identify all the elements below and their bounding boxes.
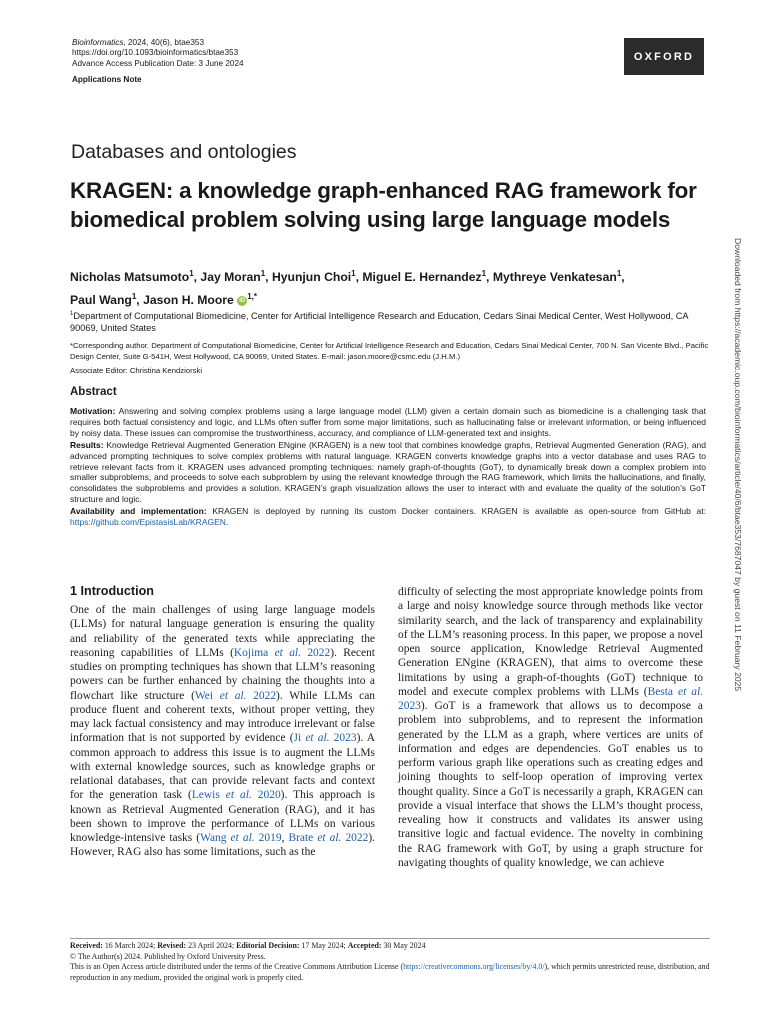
license-suffix: ), which permits unrestricted reuse, distribution, and reproduction in any medium, provided the original work is properly cited.	[70, 962, 710, 982]
doi-link[interactable]: https://doi.org/10.1093/bioinformatics/btae353	[72, 48, 239, 58]
author-affiliation-marker: 1	[351, 269, 356, 278]
author-affiliation-marker: 1	[131, 292, 137, 302]
citation-link[interactable]: et al.	[305, 732, 330, 745]
introduction-heading: 1 Introduction	[70, 584, 154, 598]
citation-link[interactable]: Wei	[194, 689, 220, 702]
decision-date: 17 May 2024;	[299, 941, 348, 950]
author-name[interactable]: Paul Wang	[70, 293, 132, 308]
citation-link[interactable]: Wang	[200, 832, 231, 844]
author-name[interactable]: Jason H. Moore	[143, 293, 234, 308]
citation-link[interactable]: et al.	[230, 832, 255, 844]
download-watermark	[733, 238, 755, 798]
article-header	[72, 38, 244, 85]
article-type: Applications Note	[72, 74, 142, 84]
motivation-label: Motivation:	[70, 406, 116, 416]
affiliation-text: Department of Computational Biomedicine, Center for Artificial Intelligence Research and Education, Cedars Sinai Medical Center, West Hollywood, CA 90069, United States	[70, 311, 689, 334]
body-text: ). While LLMs can produce fluent and coherent texts, without proper vetting, they may lack factual consistency and may introduce irrelevant or false information that is not supported by evidence (	[70, 689, 376, 745]
citation-link[interactable]: et al.	[225, 789, 252, 802]
availability-label: Availability and implementation:	[70, 506, 207, 517]
copyright-line: © The Author(s) 2024. Published by Oxford University Press.	[70, 951, 266, 961]
publication-date: Advance Access Publication Date: 3 June 2024	[72, 58, 244, 68]
abstract-motivation	[70, 406, 706, 439]
citation-link[interactable]: et al.	[219, 689, 247, 702]
body-text: ). A common approach to address this issue is to augment the LLMs with external knowledge sources, such as knowledge graphs or relational databases, that can provide relevant facts and context for the generation task (	[70, 732, 376, 802]
accepted-date: 30 May 2024	[381, 941, 426, 950]
body-text: ,	[281, 832, 289, 844]
github-link[interactable]: https://github.com/EpistasisLab/KRAGEN	[70, 517, 226, 528]
license-text	[70, 962, 710, 983]
citation-link[interactable]: Besta	[647, 685, 678, 698]
citation-link[interactable]: 2019	[254, 832, 282, 844]
availability-end: .	[225, 517, 229, 528]
revised-label: Revised:	[157, 941, 187, 950]
associate-editor: Associate Editor: Christina Kendziorski	[70, 366, 203, 375]
citation-link[interactable]: Brate	[288, 832, 318, 844]
revised-date: 23 April 2024;	[186, 941, 237, 950]
body-text: One of the main challenges of using large language models (LLMs) for natural language generation is ensuring the quality and reliability of the generated texts while appreciating the reasoning capabilities of LLMs (	[70, 604, 375, 659]
citation-link[interactable]: et al.	[274, 646, 301, 659]
journal-volume: , 2024, 40(6), btae353	[123, 38, 204, 47]
author-name[interactable]: Mythreye Venkatesan	[492, 270, 617, 285]
received-date: 16 March 2024;	[102, 941, 158, 950]
citation-link[interactable]: 2022	[246, 689, 277, 702]
author-affiliation-marker: 1	[260, 269, 266, 278]
body-text: ). Recent studies on prompting techniques has shown that LLM’s reasoning powers can be further enhanced by chaining the thoughts into a flowchart like structure (	[70, 646, 375, 702]
author-name[interactable]: Hyunjun Choi	[271, 270, 352, 285]
license-prefix: This is an Open Access article distributed under the terms of the Creative Commons Attribution License (	[70, 962, 404, 971]
author-list: Nicholas Matsumoto$^1$, Jay Moran$^1$, Hyunjun Choi$^1$, Miguel E. Hernandez$^1$, Mythreye Venkatesan$^1$, Paul Wang$^1$, Jason H. Moore iD $^{1,*}$	[70, 269, 625, 308]
body-column-right	[398, 585, 703, 870]
abstract-heading: Abstract	[70, 386, 117, 398]
journal-citation	[72, 38, 244, 48]
footer-rule	[70, 938, 710, 939]
citation-link[interactable]: 2022	[300, 646, 331, 659]
corresponding-author: *Corresponding author. Department of Computational Biomedicine, Center for Artificial Intelligence Research and Education, Cedars Sinai Medical Center, 700 N. San Vicente Blvd., Pacific Design Center, Suite G-541H, West Hollywood, CA 90069, United States. E-mail: jason.moore@csmc.edu (J.H.M.)	[70, 341, 709, 361]
author-name[interactable]: Jay Moran	[200, 270, 261, 285]
citation-link[interactable]: 2023	[329, 732, 357, 745]
citation-link[interactable]: Lewis	[191, 789, 226, 802]
citation-link[interactable]: 2023	[398, 700, 421, 712]
citation-link[interactable]: Ji	[293, 732, 306, 745]
motivation-text: Answering and solving complex problems using a large language model (LLM) given a certain domain such as biomedicine is a challenging task that requires both factual consistency and logic, and LLMs often suffer from some major limitations, such as hallucinating false or irrelevant information, or being influenced by noisy data. These issues can compromise the trustworthiness, accuracy, and compliance of LLM-generated text and insights.	[70, 406, 706, 438]
decision-label: Editorial Decision:	[236, 941, 300, 950]
affiliation-marker: 1	[70, 311, 74, 317]
article-dates	[70, 941, 710, 952]
author-affiliation-marker: 1,*	[247, 292, 258, 302]
body-text: ). This approach is known as Retrieval Augmented Generation (RAG), and it has been shown to improve the performance of LLMs on various knowledge-intensive tasks (	[70, 789, 375, 844]
results-text: Knowledge Retrieval Augmented Generation ENgine (KRAGEN) is a new tool that combines knowledge graphs, Retrieval Augmented Generation (RAG), and advanced prompting techniques to solve complex problems with natural language. KRAGEN converts knowledge graphs into a vector database and uses RAG to retrieve relevant facts from it. KRAGEN uses advanced prompting techniques: namely graph-of-thoughts (GoT), to dynamically break down a complex problem into smaller subproblems, and proceeds to solve each subproblem by using the relevant knowledge through the RAG framework, which limits the hallucinations, and finally, consolidates the subproblems and provides a solution. KRAGEN’s graph visualization allows the user to interact with and evaluate the quality of the solution’s GoT structure and logic.	[70, 439, 706, 505]
article-title: KRAGEN: a knowledge graph-enhanced RAG framework for biomedical problem solving using large language models	[70, 178, 697, 232]
body-text: ). GoT is a framework that allows us to decompose a problem into subproblems, and to represent the information generated by the LLM as a graph, where vertices are units of information and edges are dependencies. GoT enables us to perform various graph like operations such as creating edges and joining thoughts to self-loop operation of improving vertex thought quality. Since a GoT is necessarily a graph, KRAGEN can provide a visual interface that shows the LLM’s thought process, revealing how it constructs and validates its answer using transitive logic and factual evidence. The novelty in combining the RAG framework with GoT, by using a graph structure for navigating thoughts of quality knowledge, we can achieve	[398, 700, 703, 869]
citation-link[interactable]: Kojima	[233, 646, 275, 659]
citation-link[interactable]: et al.	[678, 685, 703, 698]
author-affiliation-marker: 1	[481, 269, 487, 278]
abstract-body	[70, 406, 706, 529]
accepted-label: Accepted:	[347, 941, 382, 950]
body-column-left	[70, 603, 375, 860]
citation-link[interactable]: 2022	[341, 832, 369, 844]
journal-name: Bioinformatics	[72, 38, 124, 47]
license-link[interactable]: https://creativecommons.org/licenses/by/4.0/	[403, 962, 545, 971]
author-affiliation-marker: 1	[616, 269, 622, 278]
abstract-availability	[70, 506, 706, 528]
author-name[interactable]: Miguel E. Hernandez	[362, 270, 482, 285]
download-watermark-text: Downloaded from https://academic.oup.com/bioinformatics/article/40/6/btae353/7687047 by guest on 11 February 2025	[733, 238, 743, 692]
author-affiliation-marker: 1	[189, 269, 194, 278]
citation-link[interactable]: 2020	[251, 789, 281, 802]
author-name[interactable]: Nicholas Matsumoto	[70, 270, 190, 285]
section-heading: Databases and ontologies	[71, 141, 297, 163]
affiliation	[70, 308, 710, 335]
results-label: Results:	[70, 439, 104, 450]
body-text: difficulty of selecting the most appropriate knowledge points from a large and noisy knowledge source through methods like vector similarity search, and the lack of transparency and explainability of the LLM’s reasoning process. In this paper, we propose a novel open source application, Knowledge Retrieval Augmented Generation ENgine (KRAGEN), that aims to overcome these limitations by using a graph-of-thoughts (GoT) technique to model and execute complex problems with LLMs (	[398, 586, 703, 698]
availability-text: KRAGEN is deployed by running its custom Docker containers. KRAGEN is available as open-source from GitHub at:	[206, 506, 706, 517]
abstract-results	[70, 440, 706, 505]
citation-link[interactable]: et al.	[317, 832, 342, 844]
oxford-logo: OXFORD	[624, 38, 704, 75]
orcid-icon[interactable]: iD	[239, 297, 246, 304]
received-label: Received:	[70, 941, 103, 950]
article-footer	[70, 938, 710, 983]
body-text: ). However, RAG also has some limitations, such as the	[70, 832, 375, 859]
